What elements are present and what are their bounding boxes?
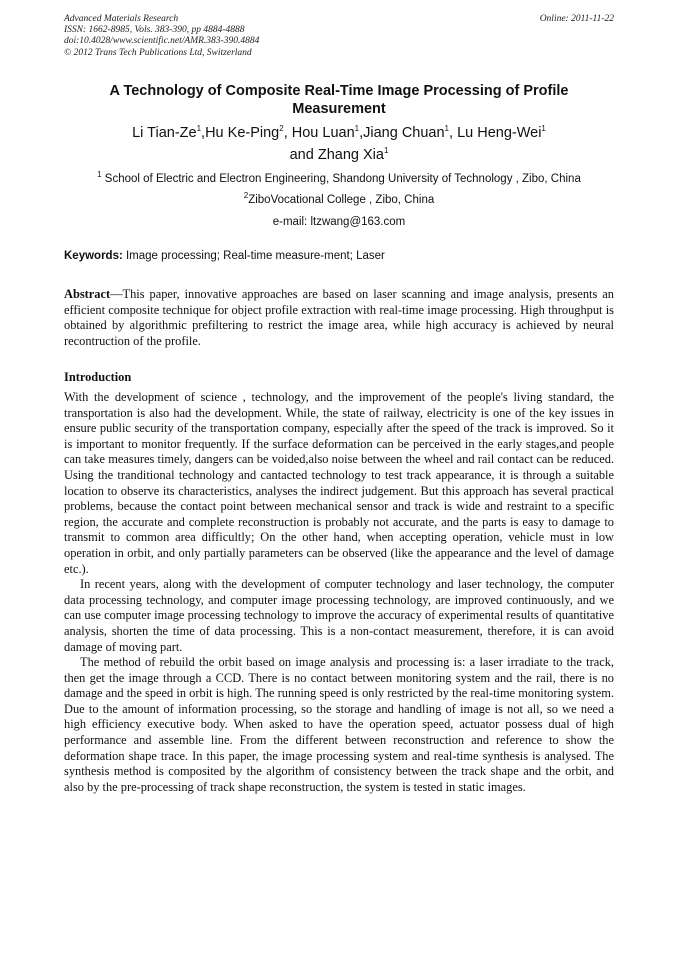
affiliation-1 <box>64 172 614 186</box>
affiliation-text: ZiboVocational College , Zibo, China <box>248 194 435 206</box>
author-sep: , <box>283 125 292 141</box>
author-sep: , <box>201 125 206 141</box>
journal-header <box>64 14 259 59</box>
author-sep: , <box>359 125 364 141</box>
journal-name: Advanced Materials Research <box>64 14 179 24</box>
author-line-1 <box>64 122 614 144</box>
doi-line: doi:10.4028/www.scientific.net/AMR.383-390.4884 <box>64 36 260 47</box>
author-sep: , <box>449 125 458 141</box>
author-line-2 <box>64 144 614 166</box>
author-affil-sup: 1 <box>354 124 360 134</box>
introduction-body <box>64 390 614 795</box>
keywords <box>64 249 614 263</box>
author-affil-sup: 1 <box>541 124 546 134</box>
paragraph: The method of rebuild the orbit based on image analysis and processing is: a laser irradiate to the track, then get the image through a CCD. There is no contact between monitoring system and the rail, there is no damage and the speed in orbit is high. The running speed is only restricted by the real-time monitoring system. Due to the amount of information processing, so the storage and handling of image is not all, so we need a high efficiency executive body. When asked to have the operation speed, actuator possess dual of high performance and assemble line. From the different between reconstruction and reference to show the deformation shape trace. In this paper, the image processing system and real-time synthesis is analysed. The synthesis method is composited by the algorithm of consistency between the track shape and the orbit, and also by the pre-processing of track shape reconstruction, the system is tested in static images. <box>64 655 614 794</box>
author-name: Jiang Chuan <box>363 125 445 141</box>
author-affil-sup: 1 <box>444 124 449 134</box>
author-list <box>64 122 614 166</box>
author-name: Li Tian-Ze <box>132 125 197 141</box>
keywords-text: Image processing; Real-time measure-ment; Laser <box>122 250 385 262</box>
abstract-label: Abstract <box>64 287 111 301</box>
author-name: and Zhang Xia <box>289 147 384 163</box>
affiliation-text: School of Electric and Electron Engineering, Shandong University of Technology , Zibo, China <box>101 173 581 185</box>
author-name: Hu Ke-Ping <box>205 125 280 141</box>
author-name: Lu Heng-Wei <box>457 125 542 141</box>
affiliation-sup: 2 <box>243 191 249 201</box>
author-email: e-mail: ltzwang@163.com <box>272 216 406 228</box>
abstract-text: —This paper, innovative approaches are based on laser scanning and image analysis, presents an efficient composite technique for object profile extraction with real-time image processing. High throughput is obtained by algorithmic prefiltering to restrict the image area, while high accuracy is achieved by neural recontruction of the profile. <box>64 287 614 348</box>
paragraph: In recent years, along with the development of computer technology and laser technology, the computer data processing technology, and computer image processing technology, are improved continuously, and we can use computer image processing technology to improve the accuracy of experimental results of quantitative analysis, shorten the time of data processing. This is a non-contact measurement, therefore, it is can avoid damage of moving part. <box>64 577 614 654</box>
paragraph: With the development of science , technology, and the improvement of the people's living standard, the transportation is also had the development. While, the state of railway, electricity is one of the key issues in ensure public security of the transportation company, especially after the speed of the track is improved. So it is important to monitor frequently. If the surface deformation can be perceived in the early stages,and people can take measures timely, dangers can be voided,also noise between the wheel and rail contact can be reduced. Using the tranditional technology and cantacted technology to test track appearance, it is through a suitable location to observe its characteristics, analyses the indirect judgement. But this approach has several practical problems, because the contact point between mechanical sensor and track is wide and restraint to a specific region, the accurate and complete reconstruction is probably not accurate, and the parts is easy to damage to transmit to common area difficultly; On the other hand, when accepting operation, vehicle must in low operation in orbit, and only partially parameters can be observed (like the appearance and the level of damage etc.). <box>64 390 614 576</box>
author-name: Hou Luan <box>291 125 355 141</box>
issn-line: ISSN: 1662-8985, Vols. 383-390, pp 4884-4888 <box>64 25 245 36</box>
abstract <box>64 287 614 349</box>
keywords-label: Keywords: <box>64 250 123 262</box>
section-heading-introduction: Introduction <box>64 370 132 384</box>
copyright-line: © 2012 Trans Tech Publications Ltd, Switzerland <box>64 47 252 58</box>
title-line-1: A Technology of Composite Real-Time Image Processing of Profile <box>109 83 569 99</box>
online-date: Online: 2011-11-22 <box>539 14 614 24</box>
author-affil-sup: 2 <box>279 124 284 134</box>
author-affil-sup: 1 <box>196 124 202 134</box>
author-affil-sup: 1 <box>383 146 389 156</box>
affiliation-2 <box>64 193 614 207</box>
paper-title <box>64 82 614 118</box>
title-line-2: Measurement <box>292 101 386 117</box>
affiliation-sup: 1 <box>97 170 102 180</box>
